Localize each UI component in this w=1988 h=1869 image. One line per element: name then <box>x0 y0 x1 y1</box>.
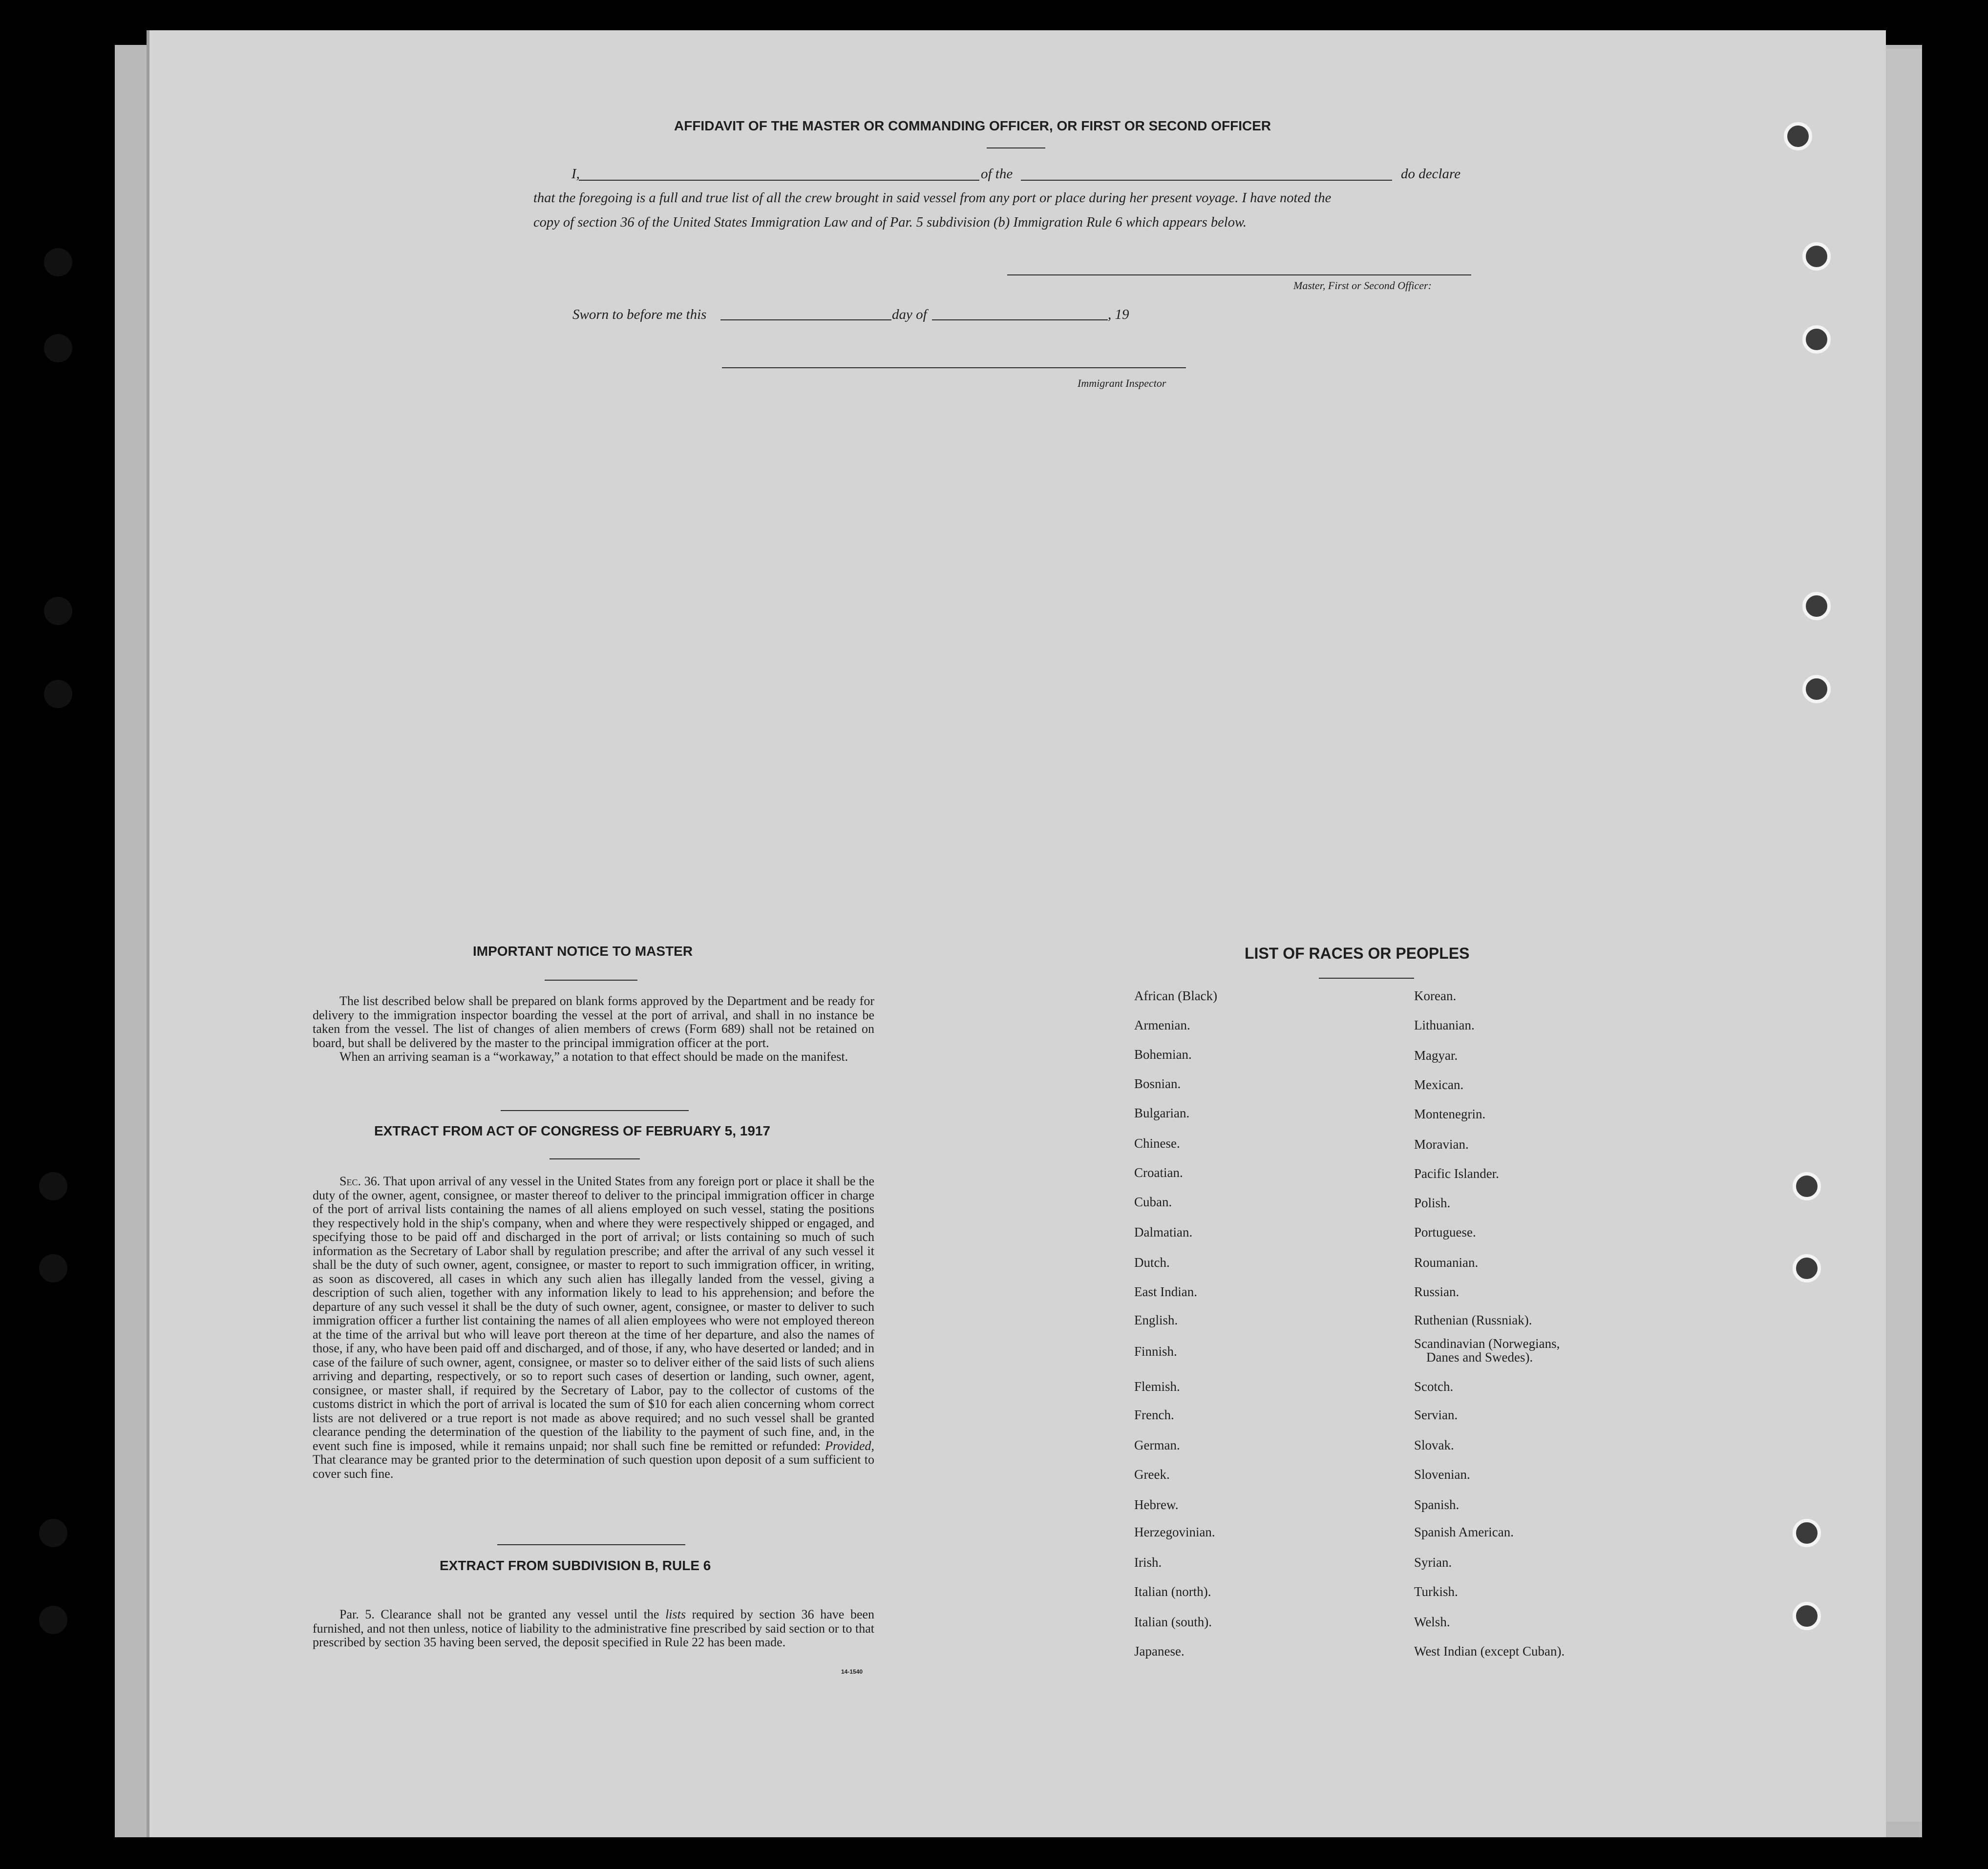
race-item: Greek. <box>1134 1467 1170 1482</box>
act-top-divider <box>501 1110 689 1111</box>
race-item: Spanish. <box>1414 1497 1459 1512</box>
races-divider <box>1319 978 1414 979</box>
vessel-blank-line[interactable] <box>1021 180 1392 181</box>
signature-caption: Master, First or Second Officer: <box>1293 279 1432 292</box>
race-item: Portuguese. <box>1414 1225 1476 1239</box>
hole-ring-icon <box>1793 1172 1821 1200</box>
notice-title: IMPORTANT NOTICE TO MASTER <box>473 944 693 959</box>
race-item: Cuban. <box>1134 1195 1172 1209</box>
binder-hole-icon <box>44 680 72 708</box>
race-item: Flemish. <box>1134 1379 1180 1394</box>
hole-ring-icon <box>1802 592 1831 620</box>
race-item: Lithuanian. <box>1414 1018 1475 1032</box>
race-item: Ruthenian (Russniak). <box>1414 1313 1532 1327</box>
race-item: Bulgarian. <box>1134 1106 1190 1120</box>
sworn-day-blank-line[interactable] <box>720 319 891 320</box>
race-item: Bohemian. <box>1134 1047 1192 1062</box>
race-item: English. <box>1134 1313 1178 1327</box>
race-item: Scandinavian (Norwegians, <box>1414 1336 1560 1351</box>
hole-ring-icon <box>1802 675 1831 703</box>
act-divider <box>550 1158 640 1159</box>
hole-ring-icon <box>1802 325 1831 354</box>
title-divider <box>987 147 1045 148</box>
race-item: French. <box>1134 1407 1174 1422</box>
rule-top-divider <box>497 1544 685 1545</box>
race-item: Moravian. <box>1414 1137 1469 1152</box>
hole-ring-icon <box>1793 1602 1821 1630</box>
sec-36-text-end: That clearance may be granted prior to the determination of such question upon deposit of a sum sufficient to cover such fine. <box>313 1452 874 1481</box>
lists-word: lists <box>665 1607 686 1621</box>
notice-divider <box>545 980 637 981</box>
signature-line[interactable] <box>1007 274 1471 275</box>
document-page <box>147 30 1886 1837</box>
provided-label: Provided, <box>825 1438 874 1453</box>
sworn-label: Sworn to before me this <box>572 307 707 322</box>
race-item: Pacific Islander. <box>1414 1166 1499 1181</box>
race-item: Italian (south). <box>1134 1615 1212 1629</box>
affidavit-line-2: that the foregoing is a full and true list of all the crew brought in said vessel from any port or place during her present voyage. I have noted the <box>533 190 1332 206</box>
race-item: Irish. <box>1134 1555 1162 1570</box>
form-number: 14-1540 <box>841 1668 863 1675</box>
race-item: Finnish. <box>1134 1344 1177 1359</box>
race-item: Magyar. <box>1414 1048 1458 1063</box>
sec-36-text: That upon arrival of any vessel in the United States from any foreign port or place it shall be the duty of the owner, agent, consignee, or master thereof to deliver to the principal immigration officer in charge of the port of arrival lists containing the names of all aliens employed on such vessel, stating the positions they respectively hold in the ship's company, when and where they were respectively shipped or engaged, and specifying those to be paid off and discharged in the port of arrival; or lists containing so much of such information as the Secretary of Labor shall by regulation prescribe; and after the arrival of any such vessel it shall be the duty of such owner, agent, consignee, or master to report to such immigration officer, in writing, as soon as discovered, all cases in which any such alien has illegally landed from the vessel, giving a description of such alien, together with any information likely to lead to his apprehension; and before the departure of any such vessel it shall be the duty of such owner, agent, consignee, or master to deliver to such immigration officer a further list containing the names of all alien employees who were not employed thereon at the time of the arrival but who will leave port thereon at the time of her departure, and also the names of those, if any, who have been paid off and discharged, and of those, if any, who have deserted or landed; and in case of the failure of such owner, agent, consignee, or master so to deliver either of the said lists of such aliens arriving and departing, respectively, or so to report such cases of desertion or landing, such owner, agent, consignee, or master shall, if required by the Secretary of Labor, pay to the collector of customs of the customs district in which the port of arrival is located the sum of $10 for each alien concerning whom correct lists are not delivered or a true report is not made as above required; and no such vessel shall be granted clearance pending the determination of the question of the liability to the payment of such fine, and, in the event such fine is imposed, while it remains unpaid; nor shall such fine be remitted or refunded: <box>313 1174 875 1453</box>
binder-hole-icon <box>44 334 72 362</box>
par-5-text-end: required by section 36 have been furnished, and not then unless, notice of liability to the administrative fine prescribed by said section or to that prescribed by section 35 having been served, the deposit specified in Rule 22 has been made. <box>313 1607 875 1649</box>
notice-paragraph-2: When an arriving seaman is a “workaway,” a notation to that effect should be made on the manifest. <box>339 1050 848 1064</box>
race-item: Scotch. <box>1414 1379 1454 1394</box>
race-item: East Indian. <box>1134 1284 1197 1299</box>
inspector-signature-line[interactable] <box>722 367 1186 368</box>
race-item: Bosnian. <box>1134 1076 1181 1091</box>
par-5-text: Par. 5. Clearance shall not be granted any vessel until the <box>339 1607 659 1621</box>
hole-ring-icon <box>1793 1254 1821 1282</box>
race-item: Slovenian. <box>1414 1467 1470 1482</box>
inspector-caption: Immigrant Inspector <box>1078 377 1166 389</box>
race-item: Hebrew. <box>1134 1497 1179 1512</box>
binder-hole-icon <box>44 597 72 625</box>
year-label: , 19 <box>1108 307 1129 322</box>
race-item: Polish. <box>1414 1196 1451 1210</box>
race-item: Dalmatian. <box>1134 1225 1193 1239</box>
binder-hole-icon <box>39 1519 67 1547</box>
hole-ring-icon <box>1793 1519 1821 1547</box>
notice-body <box>313 994 874 1064</box>
sec-36-label: Sec. 36. <box>339 1174 381 1188</box>
race-item: Italian (north). <box>1134 1584 1211 1599</box>
race-item: Dutch. <box>1134 1255 1170 1270</box>
extract-rule-body <box>313 1608 874 1650</box>
affidavit-line-3: copy of section 36 of the United States Immigration Law and of Par. 5 subdivision (b) Immigration Rule 6 which appears below. <box>533 215 1247 230</box>
race-item: Roumanian. <box>1414 1255 1479 1270</box>
hole-ring-icon <box>1784 122 1812 150</box>
race-item: Mexican. <box>1414 1077 1464 1092</box>
name-blank-line[interactable] <box>579 180 979 181</box>
race-item: Korean. <box>1414 988 1457 1003</box>
race-item: Danes and Swedes). <box>1426 1350 1533 1365</box>
race-item: Herzegovinian. <box>1134 1525 1215 1539</box>
race-item: Croatian. <box>1134 1165 1183 1180</box>
race-item: West Indian (except Cuban). <box>1414 1644 1565 1659</box>
extract-act-title: EXTRACT FROM ACT OF CONGRESS OF FEBRUARY 5, 1917 <box>374 1123 771 1138</box>
affidavit-do-declare: do declare <box>1401 166 1461 182</box>
race-item: Slovak. <box>1414 1438 1454 1452</box>
day-of-label: day of <box>892 307 927 322</box>
race-item: Welsh. <box>1414 1615 1450 1629</box>
hole-ring-icon <box>1802 242 1831 271</box>
race-item: African (Black) <box>1134 988 1218 1003</box>
affidavit-title: AFFIDAVIT OF THE MASTER OR COMMANDING OFFICER, OR FIRST OR SECOND OFFICER <box>674 118 1271 133</box>
extract-rule-title: EXTRACT FROM SUBDIVISION B, RULE 6 <box>440 1558 711 1573</box>
binder-hole-icon <box>44 248 72 276</box>
extract-act-body <box>313 1175 874 1481</box>
binder-hole-icon <box>39 1172 67 1200</box>
race-item: Spanish American. <box>1414 1525 1514 1539</box>
affidavit-of-the-label: of the <box>981 166 1013 182</box>
binder-hole-icon <box>39 1254 67 1282</box>
race-item: Russian. <box>1414 1284 1459 1299</box>
race-item: Japanese. <box>1134 1644 1184 1659</box>
race-item: Chinese. <box>1134 1136 1180 1151</box>
race-item: Armenian. <box>1134 1018 1190 1032</box>
sworn-month-blank-line[interactable] <box>932 319 1108 320</box>
races-title: LIST OF RACES OR PEOPLES <box>1245 945 1470 962</box>
affidavit-i-label: I, <box>571 166 580 182</box>
race-item: Servian. <box>1414 1407 1458 1422</box>
race-item: Turkish. <box>1414 1584 1458 1599</box>
race-item: Syrian. <box>1414 1555 1452 1570</box>
race-item: German. <box>1134 1438 1180 1452</box>
race-item: Montenegrin. <box>1414 1107 1486 1121</box>
notice-paragraph-1: The list described below shall be prepared on blank forms approved by the Department and be ready for delivery to the immigration inspector boarding the vessel at the port of arrival, and shall in no instance be taken from the vessel. The list of changes of alien members of crews (Form 689) shall not be retained on board, but shall be delivered by the master to the principal immigration officer at the port. <box>313 994 874 1050</box>
binder-hole-icon <box>39 1606 67 1634</box>
